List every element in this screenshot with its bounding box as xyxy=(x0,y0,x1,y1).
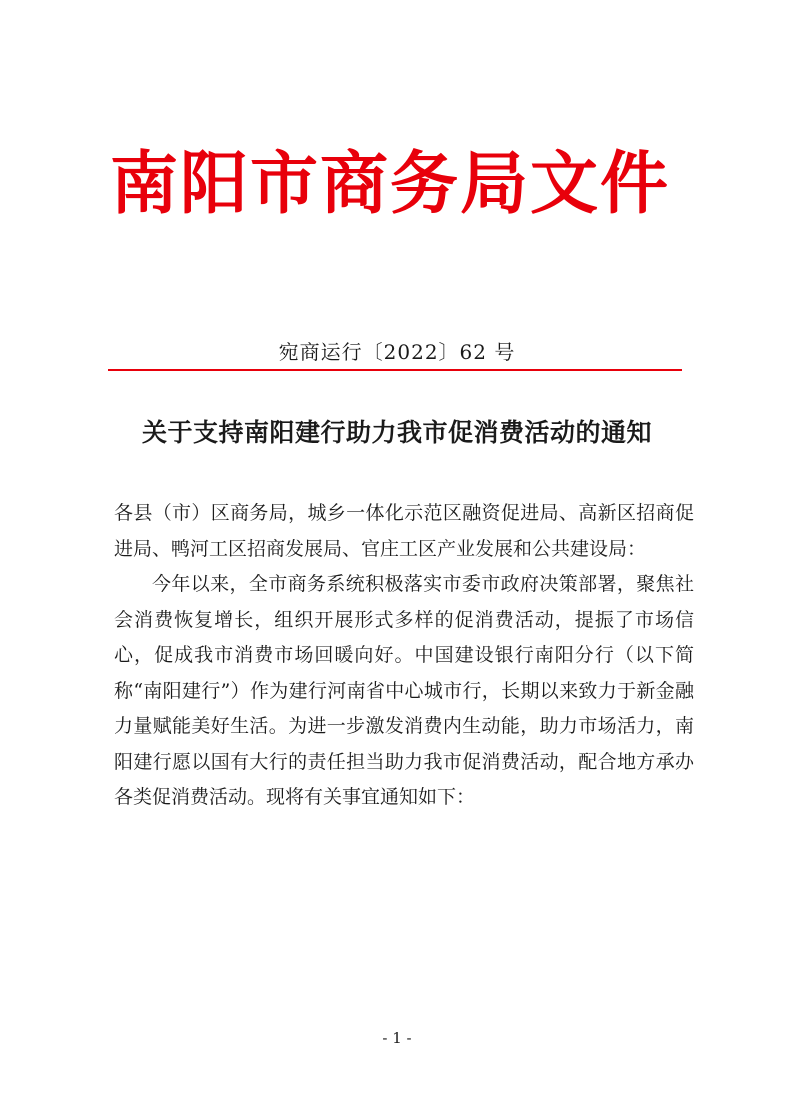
red-divider-line xyxy=(108,369,682,371)
issuer-header-title: 南阳市商务局文件 xyxy=(109,144,670,224)
body-text xyxy=(114,496,694,816)
recipients-paragraph: 各县（市）区商务局，城乡一体化示范区融资促进局、高新区招商促进局、鸭河工区招商发展局、官庄工区产业发展和公共建设局： xyxy=(114,502,694,560)
body-paragraph-1: 今年以来，全市商务系统积极落实市委市政府决策部署，聚焦社会消费恢复增长，组织开展形式多样的促消费活动，提振了市场信心，促成我市消费市场回暖向好。中国建设银行南阳分行（以下简称“南阳建行”）作为建行河南省中心城市行，长期以来致力于新金融力量赋能美好生活。为进一步激发消费内生动能，助力市场活力，南阳建行愿以国有大行的责任担当助力我市促消费活动，配合地方承办各类促消费活动。现将有关事宜通知如下： xyxy=(114,573,694,808)
document-number: 宛商运行〔2022〕62 号 xyxy=(278,340,516,364)
notice-title: 关于支持南阳建行助力我市促消费活动的通知 xyxy=(141,418,652,447)
page-number: - 1 - xyxy=(382,1029,412,1047)
